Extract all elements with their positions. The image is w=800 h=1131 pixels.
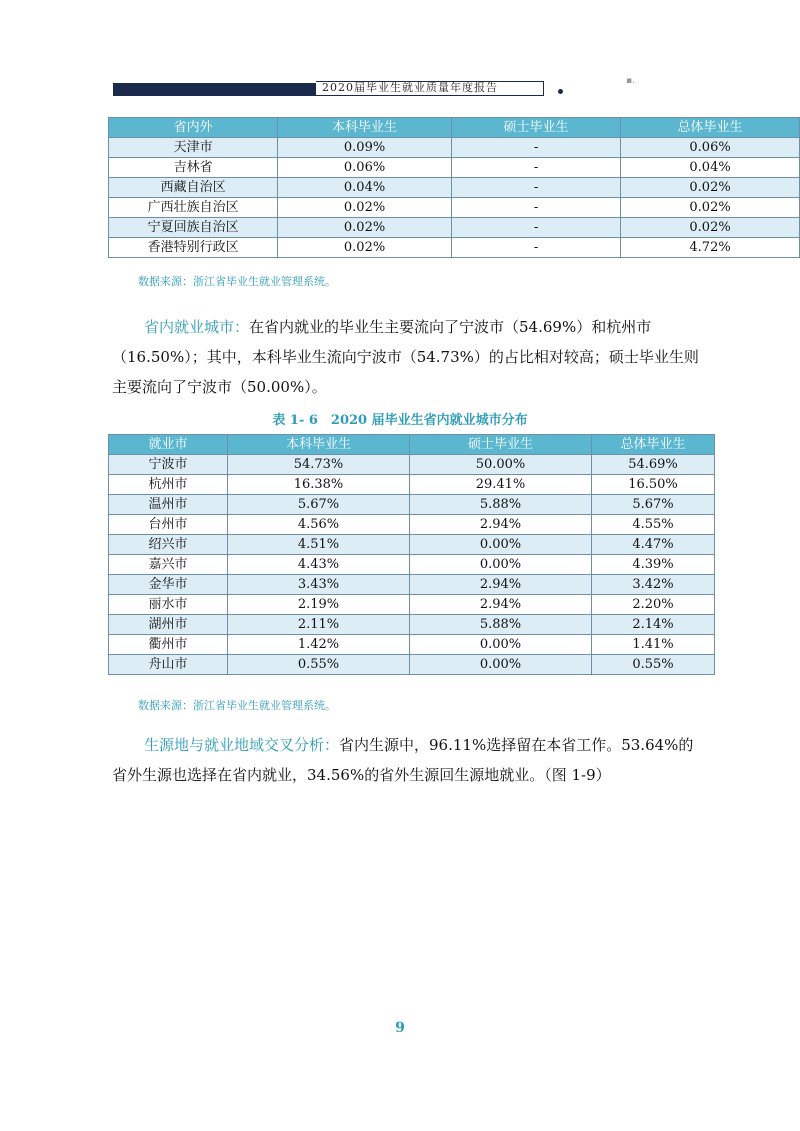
column-header: 硕士毕业生: [451, 118, 620, 138]
paragraph-lead: 省内就业城市：: [144, 318, 250, 336]
table-cell: 0.55%: [228, 655, 410, 675]
table-cell: 2.94%: [410, 595, 592, 615]
row-label: 吉林省: [109, 158, 278, 178]
column-header: 总体毕业生: [621, 118, 800, 138]
table-cell: 0.09%: [278, 138, 452, 158]
table-cell: 5.67%: [592, 495, 715, 515]
row-label: 嘉兴市: [109, 555, 228, 575]
table-cell: 4.43%: [228, 555, 410, 575]
table-row: [109, 495, 715, 515]
table-cell: 0.00%: [410, 555, 592, 575]
table-row: [109, 515, 715, 535]
table-cell: 0.02%: [278, 238, 452, 258]
table-cell: 5.88%: [410, 495, 592, 515]
table2-source: 数据来源：浙江省毕业生就业管理系统。: [138, 699, 336, 712]
table-row: [109, 555, 715, 575]
table-cell: 3.42%: [592, 575, 715, 595]
table-cell: 4.56%: [228, 515, 410, 535]
table-cell: 0.02%: [621, 218, 800, 238]
table-row: [109, 635, 715, 655]
table-cell: 4.51%: [228, 535, 410, 555]
column-header: 省内外: [109, 118, 278, 138]
table-cell: 2.94%: [410, 575, 592, 595]
column-header: 硕士毕业生: [410, 435, 592, 455]
row-label: 温州市: [109, 495, 228, 515]
table-cell: 5.88%: [410, 615, 592, 635]
row-label: 衢州市: [109, 635, 228, 655]
table-cell: -: [451, 158, 620, 178]
header-bar: [113, 83, 316, 96]
table-row: [109, 158, 800, 178]
table-row: [109, 138, 800, 158]
table-cell: -: [451, 238, 620, 258]
city-table: [108, 434, 715, 675]
table-cell: 2.19%: [228, 595, 410, 615]
table-row: [109, 475, 715, 495]
table-cell: 0.04%: [621, 158, 800, 178]
paragraph-text: 省内生源中，96.11%选择留在本省工作。53.64%的省外生源也选择在省内就业，34.56%的省外生源回生源地就业。（图 1-9）: [112, 736, 694, 784]
table1-source: 数据来源：浙江省毕业生就业管理系统。: [138, 275, 336, 288]
table-cell: 2.20%: [592, 595, 715, 615]
table-cell: 3.43%: [228, 575, 410, 595]
column-header: 就业市: [109, 435, 228, 455]
table-header-row: [109, 118, 800, 138]
table-row: [109, 218, 800, 238]
table-cell: 54.73%: [228, 455, 410, 475]
province-table: [108, 117, 800, 258]
table-cell: 2.14%: [592, 615, 715, 635]
table-cell: 54.69%: [592, 455, 715, 475]
table-cell: 0.06%: [278, 158, 452, 178]
row-label: 香港特别行政区: [109, 238, 278, 258]
row-label: 湖州市: [109, 615, 228, 635]
row-label: 宁夏回族自治区: [109, 218, 278, 238]
table-cell: 0.00%: [410, 635, 592, 655]
table-row: [109, 198, 800, 218]
table-cell: -: [451, 218, 620, 238]
table-row: [109, 178, 800, 198]
table-row: [109, 575, 715, 595]
paragraph-cross-analysis: [112, 730, 702, 790]
table-cell: 2.94%: [410, 515, 592, 535]
row-label: 天津市: [109, 138, 278, 158]
table-cell: 0.00%: [410, 535, 592, 555]
table-cell: 0.06%: [621, 138, 800, 158]
row-label: 丽水市: [109, 595, 228, 615]
row-label: 杭州市: [109, 475, 228, 495]
table-row: [109, 615, 715, 635]
table-row: [109, 655, 715, 675]
table-cell: 16.50%: [592, 475, 715, 495]
table-cell: 16.38%: [228, 475, 410, 495]
header-dot: [558, 89, 563, 94]
table-cell: 2.11%: [228, 615, 410, 635]
table-caption: 表 1- 6 2020 届毕业生省内就业城市分布: [272, 413, 528, 428]
table-cell: -: [451, 178, 620, 198]
table-cell: -: [451, 138, 620, 158]
row-label: 台州市: [109, 515, 228, 535]
table-cell: 5.67%: [228, 495, 410, 515]
table-row: [109, 595, 715, 615]
table-cell: 0.00%: [410, 655, 592, 675]
table-row: [109, 455, 715, 475]
column-header: 本科毕业生: [228, 435, 410, 455]
table-cell: 0.55%: [592, 655, 715, 675]
table-cell: 4.55%: [592, 515, 715, 535]
header-mark: ▪.: [626, 76, 635, 86]
table-header-row: [109, 435, 715, 455]
table-cell: -: [451, 198, 620, 218]
table-cell: 4.39%: [592, 555, 715, 575]
table-cell: 4.47%: [592, 535, 715, 555]
table-cell: 4.72%: [621, 238, 800, 258]
row-label: 舟山市: [109, 655, 228, 675]
table-cell: 0.04%: [278, 178, 452, 198]
table-cell: 50.00%: [410, 455, 592, 475]
table-cell: 0.02%: [278, 218, 452, 238]
row-label: 西藏自治区: [109, 178, 278, 198]
page-number: 9: [395, 1020, 405, 1036]
row-label: 广西壮族自治区: [109, 198, 278, 218]
row-label: 宁波市: [109, 455, 228, 475]
table-cell: 1.42%: [228, 635, 410, 655]
row-label: 绍兴市: [109, 535, 228, 555]
table-cell: 0.02%: [621, 198, 800, 218]
paragraph-lead: 生源地与就业地域交叉分析：: [144, 736, 340, 754]
column-header: 本科毕业生: [278, 118, 452, 138]
table-row: [109, 535, 715, 555]
table-cell: 0.02%: [621, 178, 800, 198]
table-cell: 29.41%: [410, 475, 592, 495]
table-cell: 1.41%: [592, 635, 715, 655]
row-label: 金华市: [109, 575, 228, 595]
table-cell: 0.02%: [278, 198, 452, 218]
paragraph-text: 在省内就业的毕业生主要流向了宁波市（54.69%）和杭州市（16.50%）；其中，本科毕业生流向宁波市（54.73%）的占比相对较高；硕士毕业生则主要流向了宁波市（50.00%）。: [112, 318, 699, 396]
table-row: [109, 238, 800, 258]
report-title: 2020届毕业生就业质量年度报告: [322, 81, 498, 94]
column-header: 总体毕业生: [592, 435, 715, 455]
paragraph-city: [112, 312, 702, 402]
